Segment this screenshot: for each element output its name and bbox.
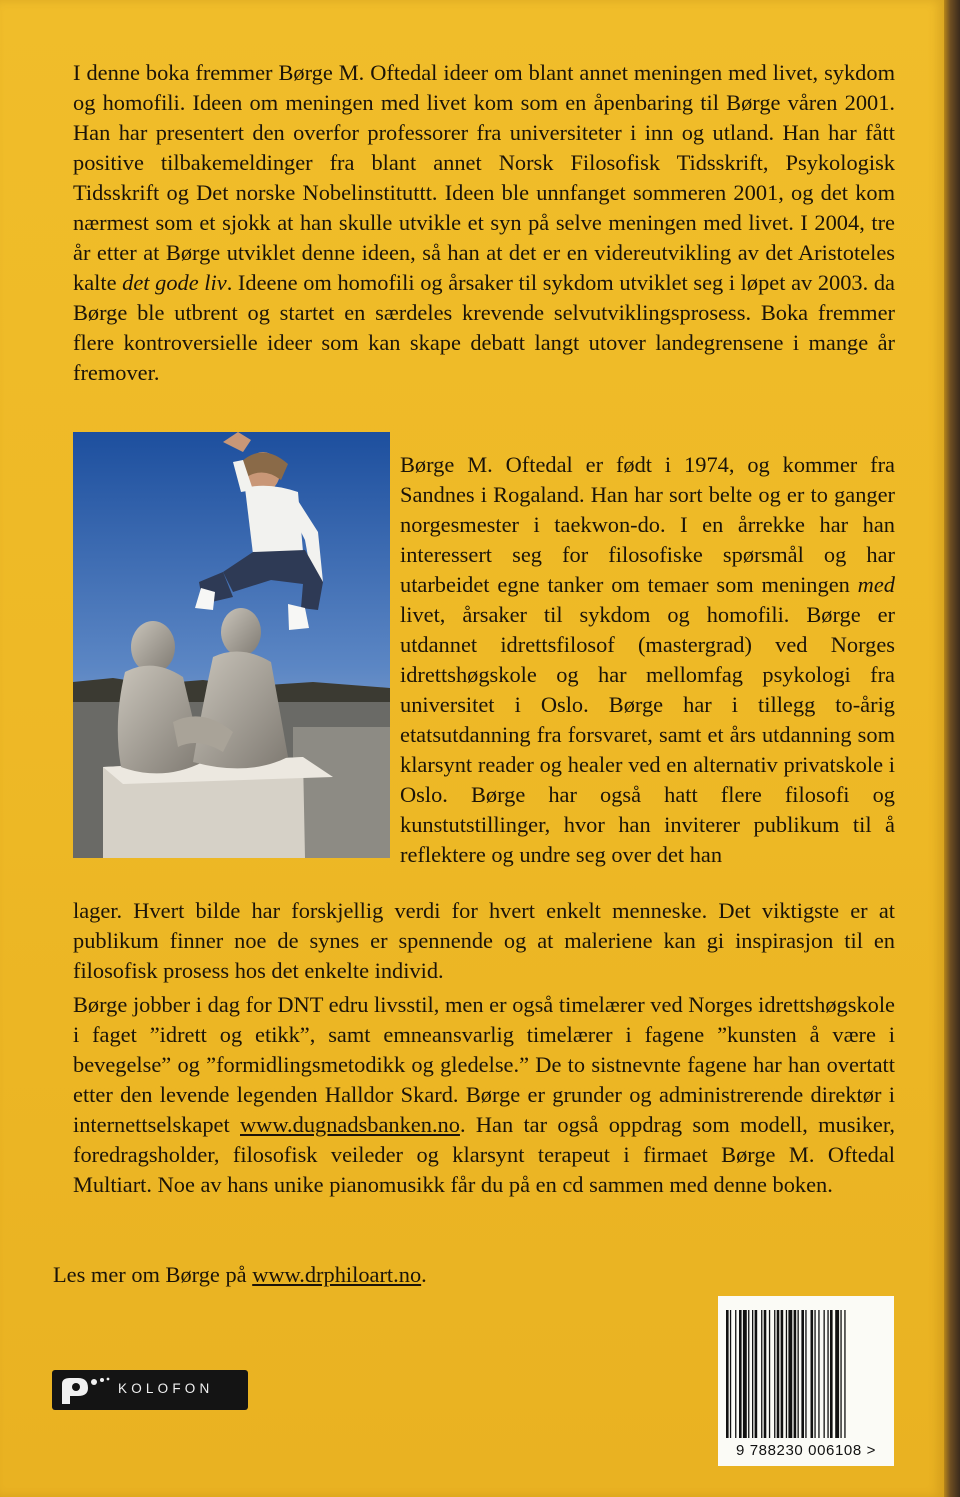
description-paragraph (73, 58, 895, 388)
description-text: I denne boka fremmer Børge M. Oftedal ideer om blant annet meningen med livet, sykdom og homofili. Ideen om meningen med livet kom som en åpenbaring til Børge våren 2001. Han har presentert den overfor professorer fra universiteter i inn og utland. Han har fått positive tilbakemeldinger fra blant annet Norsk Filosofisk Tidsskrift, Psykologisk Tidsskrift og Det norske Nobelinstituttt. Ideen ble unnfanget sommeren 2001, og det kom nærmest som et sjokk at han skulle utvikle et syn på selve meningen med livet. I 2004, tre år etter at Børge utviklet denne ideen, så han at det er en videreutvikling av det Aristoteles kalte (73, 60, 895, 296)
read-more-line (53, 1260, 893, 1290)
barcode-bar (752, 1310, 753, 1438)
barcode-bar (788, 1310, 792, 1438)
barcode-bar (781, 1310, 784, 1438)
barcode-bar (798, 1310, 799, 1438)
barcode-bar (735, 1310, 736, 1438)
barcode-bar (830, 1310, 833, 1438)
publisher-name: KOLOFON (118, 1381, 214, 1396)
barcode-bar (730, 1310, 731, 1438)
barcode-bar (805, 1310, 806, 1438)
drphiloart-link[interactable]: www.drphiloart.no (252, 1262, 422, 1288)
barcode-bar (801, 1310, 804, 1438)
barcode-bar (827, 1310, 828, 1438)
read-more-period: . (421, 1262, 427, 1288)
read-more-text: Les mer om Børge på (53, 1262, 247, 1288)
barcode-bar (811, 1310, 814, 1438)
barcode-bar (814, 1310, 815, 1438)
barcode-bar (743, 1310, 747, 1438)
author-photo (73, 432, 390, 858)
bio-continuation-paragraph (73, 896, 895, 986)
bio-text: Børge M. Oftedal er født i 1974, og kommer fra Sandnes i Rogaland. Han har sort belte og er to ganger norgesmester i taekwon-do. I en årrekke har han interessert seg for filosofiske spørsmål og har utarbeidet egne tanker om temaer som meningen (400, 452, 895, 598)
author-bio-paragraph (400, 450, 895, 870)
barcode-bar (755, 1310, 758, 1438)
publisher-logo (52, 1370, 248, 1410)
isbn-digits: 9 788230 006108 (736, 1442, 862, 1459)
career-text-end: . Han tar også oppdrag som modell, musiker, foredragsholder, filosofisk veileder og klarsynt terapeut i firmaet Børge M. Oftedal Multiart. Noe av hans unike pianomusikk får du på en cd sammen med denne boken. (73, 1112, 895, 1198)
barcode-bar (818, 1310, 819, 1438)
dugnadsbanken-link[interactable]: www.dugnadsbanken.no (240, 1112, 460, 1138)
book-edge (944, 0, 960, 1497)
italic-word: med (857, 572, 895, 598)
barcode-bar (794, 1310, 797, 1438)
barcode-bar (726, 1310, 729, 1438)
barcode-bar (777, 1310, 780, 1438)
career-text: Børge jobber i dag for DNT edru livsstil, men er også timelærer ved Norges idrettshøgskole i faget ”idrett og etikk”, samt emneansvarlig timelærer i fagene ”kunsten å være i bevegelse” og ”formidlingsmetodikk og gledelse.” De to sistnevnte fagene har han overtatt etter den levende legenden Halldor Skard. Børge er grunder og administrerende direktør i internettselskapet (73, 992, 895, 1138)
isbn-barcode (718, 1296, 894, 1466)
isbn-number (718, 1442, 894, 1459)
barcode-bar (844, 1310, 845, 1438)
barcode-bar (786, 1310, 787, 1438)
barcode-icon (726, 1310, 886, 1438)
career-paragraph (73, 990, 895, 1200)
barcode-bar (761, 1310, 762, 1438)
italic-phrase: det gode liv (122, 270, 227, 296)
photo-illustration (73, 432, 390, 858)
barcode-bar (774, 1310, 775, 1438)
bio-continuation-text: lager. Hvert bilde har forskjellig verdi for hvert enkelt menneske. Det viktigste er at publikum finner noe de synes er spennende og at maleriene kan gi inspirasjon til en filosofisk prosess hos det enkelte individ. (73, 898, 895, 984)
bio-text-cont: livet, årsaker til sykdom og homofili. Børge er utdannet idrettsfilosof (mastergrad) ved Norges idrettshøgskole og har mellomfag psykologi fra universitet i Oslo. Børge har i tillegg to-årig etatsutdanning fra forsvaret, samt et års utdanning som klarsynt reader og healer ved en alternativ privatskole i Oslo. Børge har også hatt flere filosofi og kunstutstillinger, hvor han inviterer publikum til å reflektere og undre seg over det han (400, 602, 895, 868)
barcode-bar (764, 1310, 767, 1438)
barcode-bar (769, 1310, 770, 1438)
isbn-tail-mark: > (866, 1442, 876, 1459)
barcode-bar (840, 1310, 841, 1438)
publisher-mark-icon (58, 1374, 112, 1406)
barcode-bar (739, 1310, 742, 1438)
barcode-bar (824, 1310, 825, 1438)
description-text-end: . Ideene om homofili og årsaker til sykdom utviklet seg i løpet av 2003. da Børge ble utbrent og startet en særdeles krevende selvutviklingsprosess. Boka fremmer flere kontroversielle ideer som kan skape debatt langt utover landegrensene i mange år fremover. (73, 270, 895, 386)
barcode-bar (748, 1310, 749, 1438)
barcode-bar (835, 1310, 839, 1438)
